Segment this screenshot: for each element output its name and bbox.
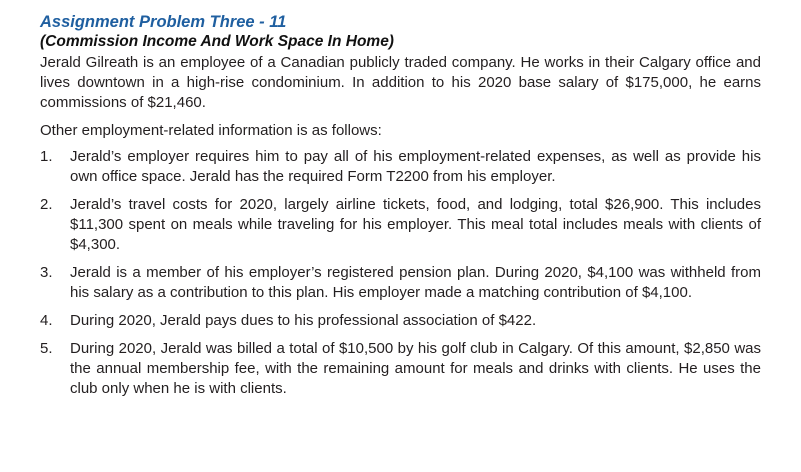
intro-paragraph: Other employment-related information is as follows: [40,122,382,139]
list-item-number: 5. [40,340,53,357]
list-item [40,195,761,255]
problem-title: Assignment Problem Three - 11 [40,13,287,31]
info-list [40,147,761,399]
list-item-number: 4. [40,312,53,329]
list-item-number: 3. [40,264,53,281]
problem-subtitle: (Commission Income And Work Space In Home) [40,33,394,50]
list-item [40,147,761,187]
body-paragraph: Jerald Gilreath is an employee of a Canadian publicly traded company. He works in their Calgary office and lives downtown in a high-rise condominium. In addition to his 2020 base salary of $175,000, he earns commissions of $21,460. [40,54,761,111]
list-item-number: 2. [40,196,53,213]
list-item-text: During 2020, Jerald was billed a total of $10,500 by his golf club in Calgary. Of this amount, $2,850 was the annual membership fee, with the remaining amount for meals and drinks with clients. He uses the club only when he is with clients. [70,340,761,397]
list-item-number: 1. [40,148,53,165]
list-item [40,311,761,331]
list-item-text: During 2020, Jerald pays dues to his professional association of $422. [70,312,537,329]
list-item [40,263,761,303]
list-item-text: Jerald’s employer requires him to pay all of his employment-related expenses, as well as provide his own office space. Jerald has the required Form T2200 from his employer. [70,148,761,185]
list-item-text: Jerald’s travel costs for 2020, largely airline tickets, food, and lodging, total $26,900. This includes $11,300 spent on meals while traveling for his employer. This meal total includes meals with clients of $4,300. [70,196,761,253]
list-item-text: Jerald is a member of his employer’s registered pension plan. During 2020, $4,100 was withheld from his salary as a contribution to this plan. His employer made a matching contribution of $4,100. [70,264,761,301]
list-item [40,339,761,399]
